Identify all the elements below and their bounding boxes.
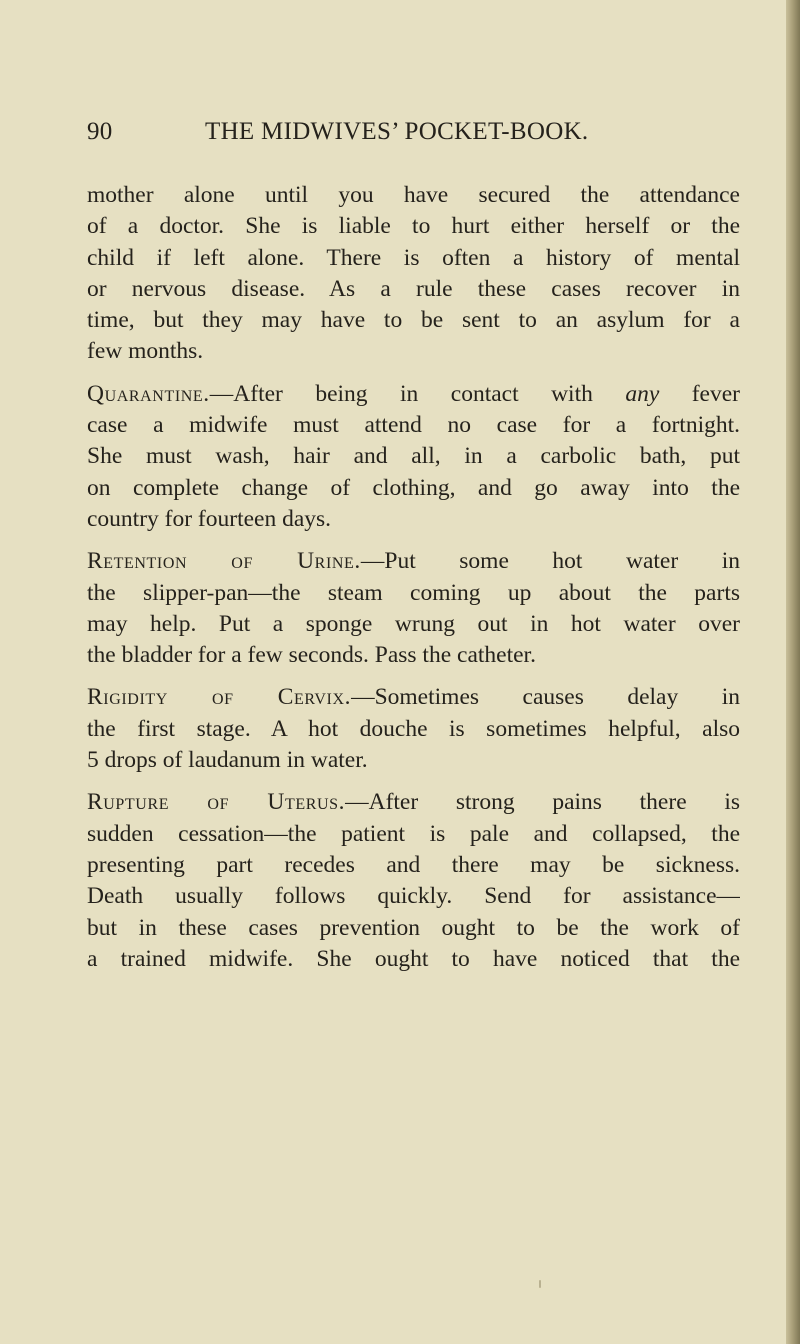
section-heading-quarantine: Quarantine.	[87, 380, 210, 407]
paragraph-rigidity	[87, 682, 740, 776]
body-text	[87, 180, 740, 975]
italic-emphasis: any	[625, 380, 660, 407]
paragraph-retention	[87, 546, 740, 671]
paragraph-quarantine	[87, 379, 740, 535]
text-run: fever	[659, 380, 740, 407]
text-line: 5 drops of laudanum in water.	[87, 747, 368, 774]
text-line: of a doctor. She is liable to hurt either herself or the	[87, 213, 740, 240]
text-line: few months.	[87, 338, 204, 365]
text-line: a trained midwife. She ought to have noticed that the	[87, 945, 740, 972]
section-heading-rupture: Rupture of Uterus.	[87, 789, 346, 816]
running-head: THE MIDWIVES’ POCKET-BOOK.	[205, 118, 589, 145]
paper-speck	[539, 1280, 541, 1288]
text-line: on complete change of clothing, and go away into the	[87, 474, 740, 501]
text-line	[87, 787, 740, 818]
section-heading-retention: Retention of Urine.	[87, 548, 361, 575]
text-line: may help. Put a sponge wrung out in hot water over	[87, 610, 740, 637]
paragraph-continuation	[87, 180, 740, 368]
text-line: sudden cessation—the patient is pale and collapsed, the	[87, 820, 740, 847]
text-line: the slipper-pan—the steam coming up about the parts	[87, 579, 740, 606]
text-run: —After being in contact with	[209, 380, 626, 407]
text-line: or nervous disease. As a rule these cases recover in	[87, 275, 740, 302]
text-run: —After strong pains there is	[345, 789, 740, 816]
text-line	[87, 682, 740, 713]
text-line: country for fourteen days.	[87, 505, 332, 532]
text-line: but in these cases prevention ought to be the work of	[87, 914, 740, 941]
text-run: —Sometimes causes delay in	[351, 684, 740, 711]
text-line	[87, 546, 740, 577]
paragraph-rupture	[87, 787, 740, 975]
text-line: presenting part recedes and there may be sickness.	[87, 851, 740, 878]
text-line: case a midwife must attend no case for a fortnight.	[87, 412, 740, 439]
page-number: 90	[87, 118, 113, 145]
text-line: the bladder for a few seconds. Pass the catheter.	[87, 642, 536, 669]
text-run: —Put some hot water in	[360, 548, 740, 575]
page-header	[87, 118, 747, 158]
text-line: Death usually follows quickly. Send for assistance—	[87, 883, 740, 910]
section-heading-rigidity: Rigidity of Cervix.	[87, 684, 352, 711]
text-line: the first stage. A hot douche is sometimes helpful, also	[87, 715, 740, 742]
text-line: time, but they may have to be sent to an asylum for a	[87, 307, 740, 334]
text-line	[87, 379, 740, 410]
page-edge-shadow	[786, 0, 800, 1344]
text-line: child if left alone. There is often a history of mental	[87, 244, 740, 271]
text-line: She must wash, hair and all, in a carbolic bath, put	[87, 443, 740, 470]
text-line: mother alone until you have secured the attendance	[87, 182, 740, 208]
